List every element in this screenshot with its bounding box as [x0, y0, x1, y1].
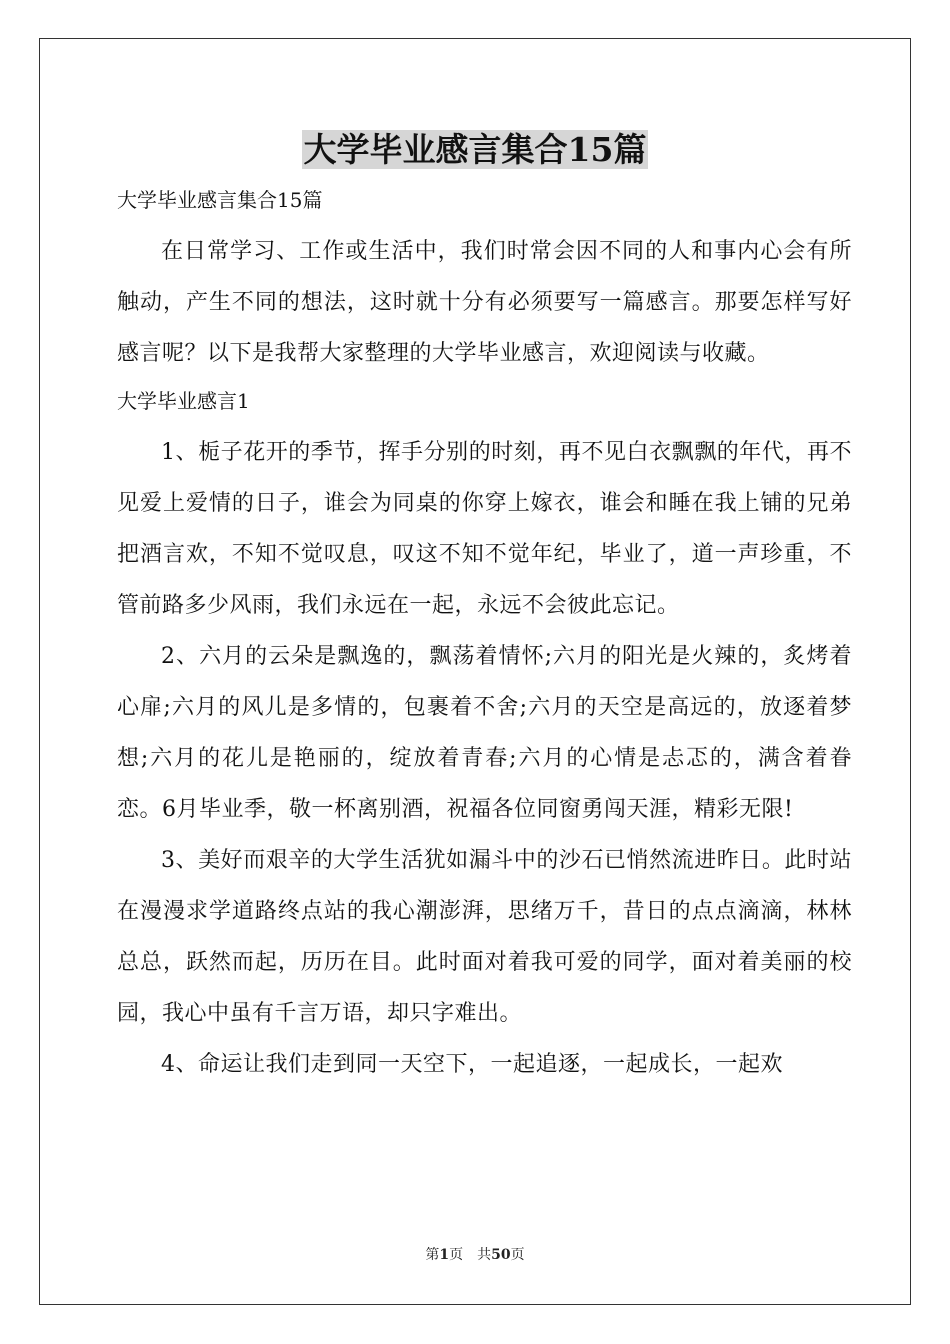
document-title [0, 128, 950, 172]
body-paragraph-3: 3、美好而艰辛的大学生活犹如漏斗中的沙石已悄然流进昨日。此时站在漫漫求学道路终点站的我心潮澎湃，思绪万千，昔日的点点滴滴，林林总总，跃然而起，历历在目。此时面对着我可爱的同学，面对着美丽的校园，我心中虽有千言万语，却只字难出。 [117, 848, 852, 1026]
body-paragraph-1: 1、栀子花开的季节，挥手分别的时刻，再不见白衣飘飘的年代，再不见爱上爱情的日子，谁会为同桌的你穿上嫁衣，谁会和睡在我上铺的兄弟把酒言欢，不知不觉叹息，叹这不知不觉年纪，毕业了，道一声珍重，不管前路多少风雨，我们永远在一起，永远不会彼此忘记。 [117, 440, 852, 618]
footer-page-suffix: 页 [510, 1247, 525, 1263]
footer-page-mid: 页 共 [449, 1247, 492, 1263]
footer-page-current: 1 [439, 1247, 450, 1263]
body-paragraph-2: 2、六月的云朵是飘逸的，飘荡着情怀;六月的阳光是火辣的，炙烤着心扉;六月的风儿是多情的，包裹着不舍;六月的天空是高远的，放逐着梦想;六月的花儿是艳丽的，绽放着青春;六月的心情是忐忑的，满含着眷恋。6月毕业季，敬一杯离别酒，祝福各位同窗勇闯天涯，精彩无限! [117, 644, 852, 822]
document-body [117, 180, 852, 1090]
section-heading: 大学毕业感言1 [117, 389, 250, 413]
body-paragraph-4: 4、命运让我们走到同一天空下，一起追逐，一起成长，一起欢 [161, 1052, 783, 1077]
footer-page-prefix: 第 [425, 1247, 440, 1263]
footer-page-total: 50 [491, 1247, 511, 1263]
intro-paragraph: 在日常学习、工作或生活中，我们时常会因不同的人和事内心会有所触动，产生不同的想法，这时就十分有必须要写一篇感言。那要怎样写好感言呢？以下是我帮大家整理的大学毕业感言，欢迎阅读与收藏。 [117, 239, 852, 366]
page-footer [0, 1245, 950, 1265]
document-title-text: 大学毕业感言集合15篇 [303, 130, 647, 169]
document-subtitle: 大学毕业感言集合15篇 [117, 188, 323, 212]
